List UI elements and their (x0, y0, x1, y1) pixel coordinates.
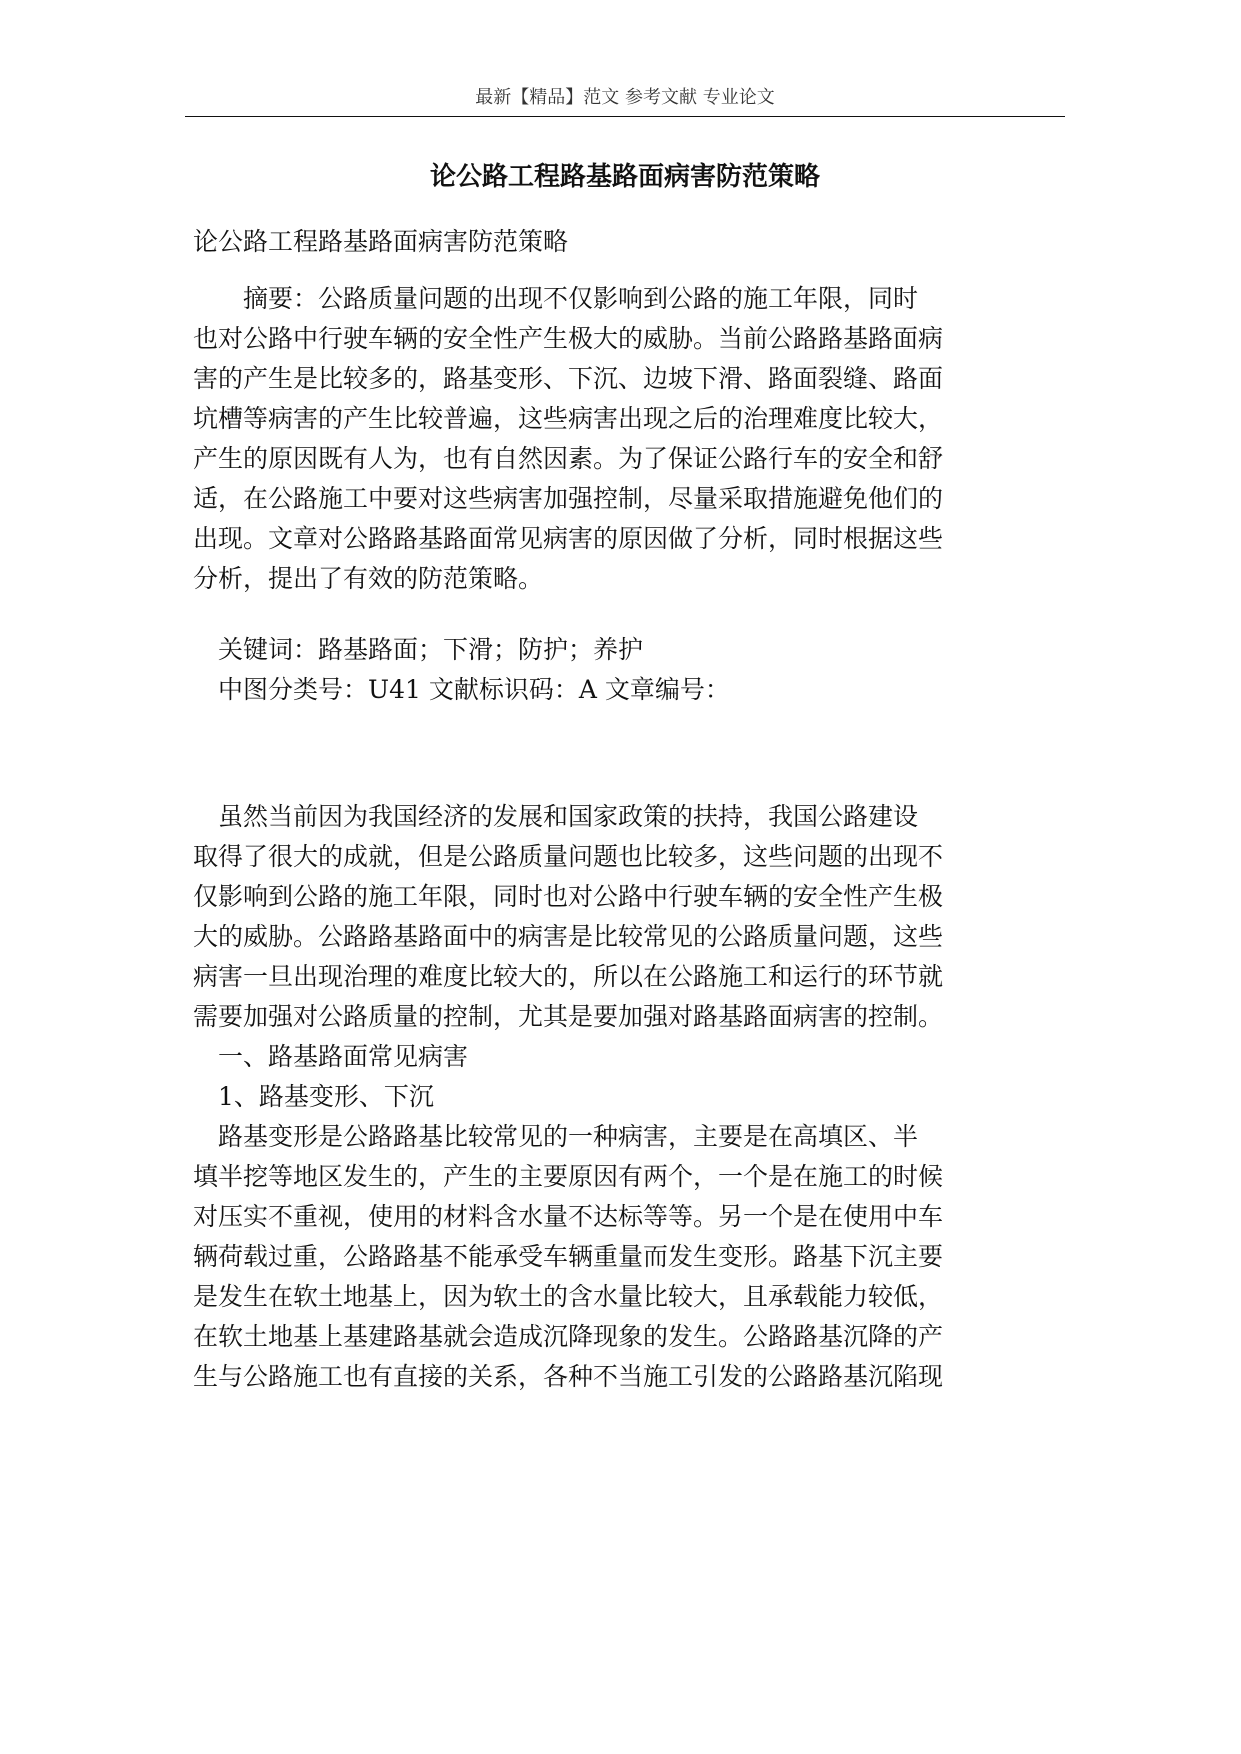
intro-line: 大的威胁。公路路基路面中的病害是比较常见的公路质量问题，这些 (193, 922, 944, 951)
intro-line: 虽然当前因为我国经济的发展和国家政策的扶持，我国公路建设 (193, 802, 919, 831)
abstract-line: 害的产生是比较多的，路基变形、下沉、边坡下滑、路面裂缝、路面 (193, 364, 944, 393)
body-line: 生与公路施工也有直接的关系，各种不当施工引发的公路路基沉陷现 (193, 1362, 944, 1391)
body-line: 是发生在软土地基上，因为软土的含水量比较大，且承载能力较低， (193, 1282, 944, 1311)
body-line: 辆荷载过重，公路路基不能承受车辆重量而发生变形。路基下沉主要 (193, 1242, 944, 1271)
body-line: 在软土地基上基建路基就会造成沉降现象的发生。公路路基沉降的产 (193, 1322, 944, 1351)
abstract-line: 摘要：公路质量问题的出现不仅影响到公路的施工年限，同时 (193, 284, 919, 313)
document-subtitle: 论公路工程路基路面病害防范策略 (193, 227, 569, 256)
abstract-line: 坑槽等病害的产生比较普遍，这些病害出现之后的治理难度比较大， (193, 404, 944, 433)
document-title: 论公路工程路基路面病害防范策略 (429, 162, 820, 192)
running-header: 最新【精品】范文 参考文献 专业论文 (475, 87, 775, 108)
body-line: 对压实不重视，使用的材料含水量不达标等等。另一个是在使用中车 (193, 1202, 944, 1231)
keywords-line: 关键词：路基路面；下滑；防护；养护 (193, 635, 644, 664)
abstract-line: 出现。文章对公路路基路面常见病害的原因做了分析，同时根据这些 (193, 524, 944, 553)
intro-line: 病害一旦出现治理的难度比较大的，所以在公路施工和运行的环节就 (193, 962, 944, 991)
header-rule (185, 116, 1065, 117)
classification-line: 中图分类号：U41 文献标识码：A 文章编号： (193, 675, 730, 704)
body-line: 填半挖等地区发生的，产生的主要原因有两个，一个是在施工的时候 (193, 1162, 944, 1191)
abstract-line: 产生的原因既有人为，也有自然因素。为了保证公路行车的安全和舒 (193, 444, 944, 473)
abstract-line: 适，在公路施工中要对这些病害加强控制，尽量采取措施避免他们的 (193, 484, 944, 513)
body-line: 路基变形是公路路基比较常见的一种病害，主要是在高填区、半 (193, 1122, 919, 1151)
abstract-line: 分析，提出了有效的防范策略。 (193, 564, 544, 593)
abstract-line: 也对公路中行驶车辆的安全性产生极大的威胁。当前公路路基路面病 (193, 324, 944, 353)
section-heading: 一、路基路面常见病害 (193, 1042, 469, 1071)
intro-line: 需要加强对公路质量的控制，尤其是要加强对路基路面病害的控制。 (193, 1002, 944, 1031)
intro-line: 取得了很大的成就，但是公路质量问题也比较多，这些问题的出现不 (193, 842, 944, 871)
intro-line: 仅影响到公路的施工年限，同时也对公路中行驶车辆的安全性产生极 (193, 882, 944, 911)
subsection-heading: 1、路基变形、下沉 (193, 1082, 434, 1111)
